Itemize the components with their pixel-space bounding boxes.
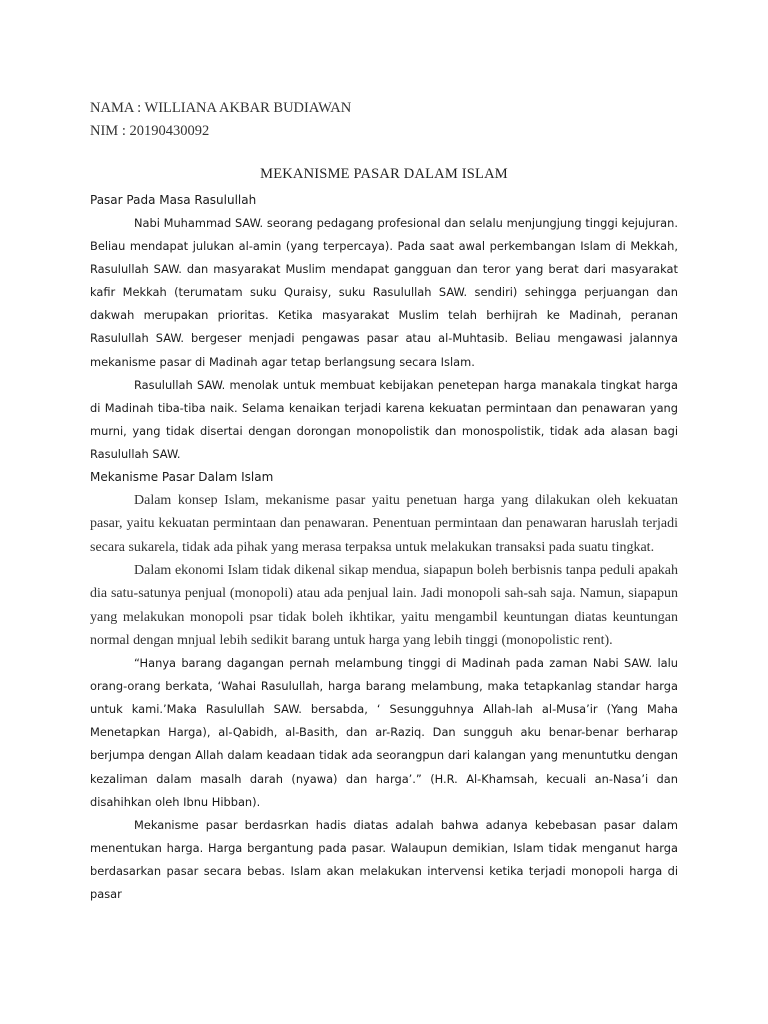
paragraph: Dalam konsep Islam, mekanisme pasar yaitu penetuan harga yang dilakukan oleh kekuatan pasar, yaitu kekuatan permintaan dan penawaran. Penentuan permintaan dan penawaran haruslah terjadi secara sukarela, tidak ada pihak yang merasa terpaksa untuk melakukan transaksi pada suatu tingkat. (90, 493, 678, 555)
name-line: NAMA : WILLIANA AKBAR BUDIAWAN (90, 100, 352, 116)
document-body (90, 189, 678, 906)
document-title: MEKANISME PASAR DALAM ISLAM (260, 166, 508, 182)
paragraph: Mekanisme pasar berdasrkan hadis diatas adalah bahwa adanya kebebasan pasar dalam menentukan harga. Harga bergantung pada pasar. Walaupun demikian, Islam tidak menganut harga berdasarkan pasar secara bebas. Islam akan melakukan intervensi ketika terjadi monopoli harga di pasar (90, 817, 678, 902)
paragraph: Nabi Muhammad SAW. seorang pedagang profesional dan selalu menjungjung tinggi kejujuran. Beliau mendapat julukan al-amin (yang terpercaya). Pada saat awal perkembangan Islam di Mekkah, Rasulullah SAW. dan masyarakat Muslim mendapat gangguan dan teror yang berat dari masyarakat kafir Mekkah (terumatam suku Quraisy, suku Rasulullah SAW. sendiri) sehingga perjuangan dan dakwah merupakan prioritas. Ketika masyarakat Muslim telah berhijrah ke Madinah, peranan Rasulullah SAW. bergeser menjadi pengawas pasar atau al-Muhtasib. Beliau mengawasi jalannya mekanisme pasar di Madinah agar tetap berlangsung secara Islam. (90, 216, 678, 369)
nim-line: NIM : 20190430092 (90, 123, 210, 139)
student-info (90, 97, 351, 143)
section-heading: Mekanisme Pasar Dalam Islam (90, 470, 274, 485)
paragraph: Dalam ekonomi Islam tidak dikenal sikap mendua, siapapun boleh berbisnis tanpa peduli apakah dia satu-satunya penjual (monopoli) atau ada penjual lain. Jadi monopoli sah-sah saja. Namun, siapapun yang melakukan monopoli psar tidak boleh ikhtikar, yaitu mengambil keuntungan diatas keuntungan normal dengan mnjual lebih sedikit barang untuk harga yang lebih tinggi (monopolistic rent). (90, 562, 678, 648)
hadith-quote: “Hanya barang dagangan pernah melambung tinggi di Madinah pada zaman Nabi SAW. lalu orang-orang berkata, ‘Wahai Rasulullah, harga barang melambung, maka tetapkanlag standar harga untuk kami.’Maka Rasulullah SAW. bersabda, ‘ Sesungguhnya Allah-lah al-Musa’ir (Yang Maha Menetapkan Harga), al-Qabidh, al-Basith, dan ar-Raziq. Dan sungguh aku benar-benar berharap berjumpa dengan Allah dalam keadaan tidak ada seorangpun dari kalangan yang menuntutku dengan kezaliman dalam masalh darah (nyawa) dan harga’.” (H.R. Al-Khamsah, kecuali an-Nasa’i dan disahihkan oleh Ibnu Hibban). (90, 656, 678, 809)
paragraph: Rasulullah SAW. menolak untuk membuat kebijakan penetepan harga manakala tingkat harga di Madinah tiba-tiba naik. Selama kenaikan terjadi karena kekuatan permintaan dan penawaran yang murni, yang tidak disertai dengan dorongan monopolistik dan monospolistik, tidak ada alasan bagi Rasulullah SAW. (90, 377, 678, 461)
section-heading: Pasar Pada Masa Rasulullah (90, 193, 257, 207)
